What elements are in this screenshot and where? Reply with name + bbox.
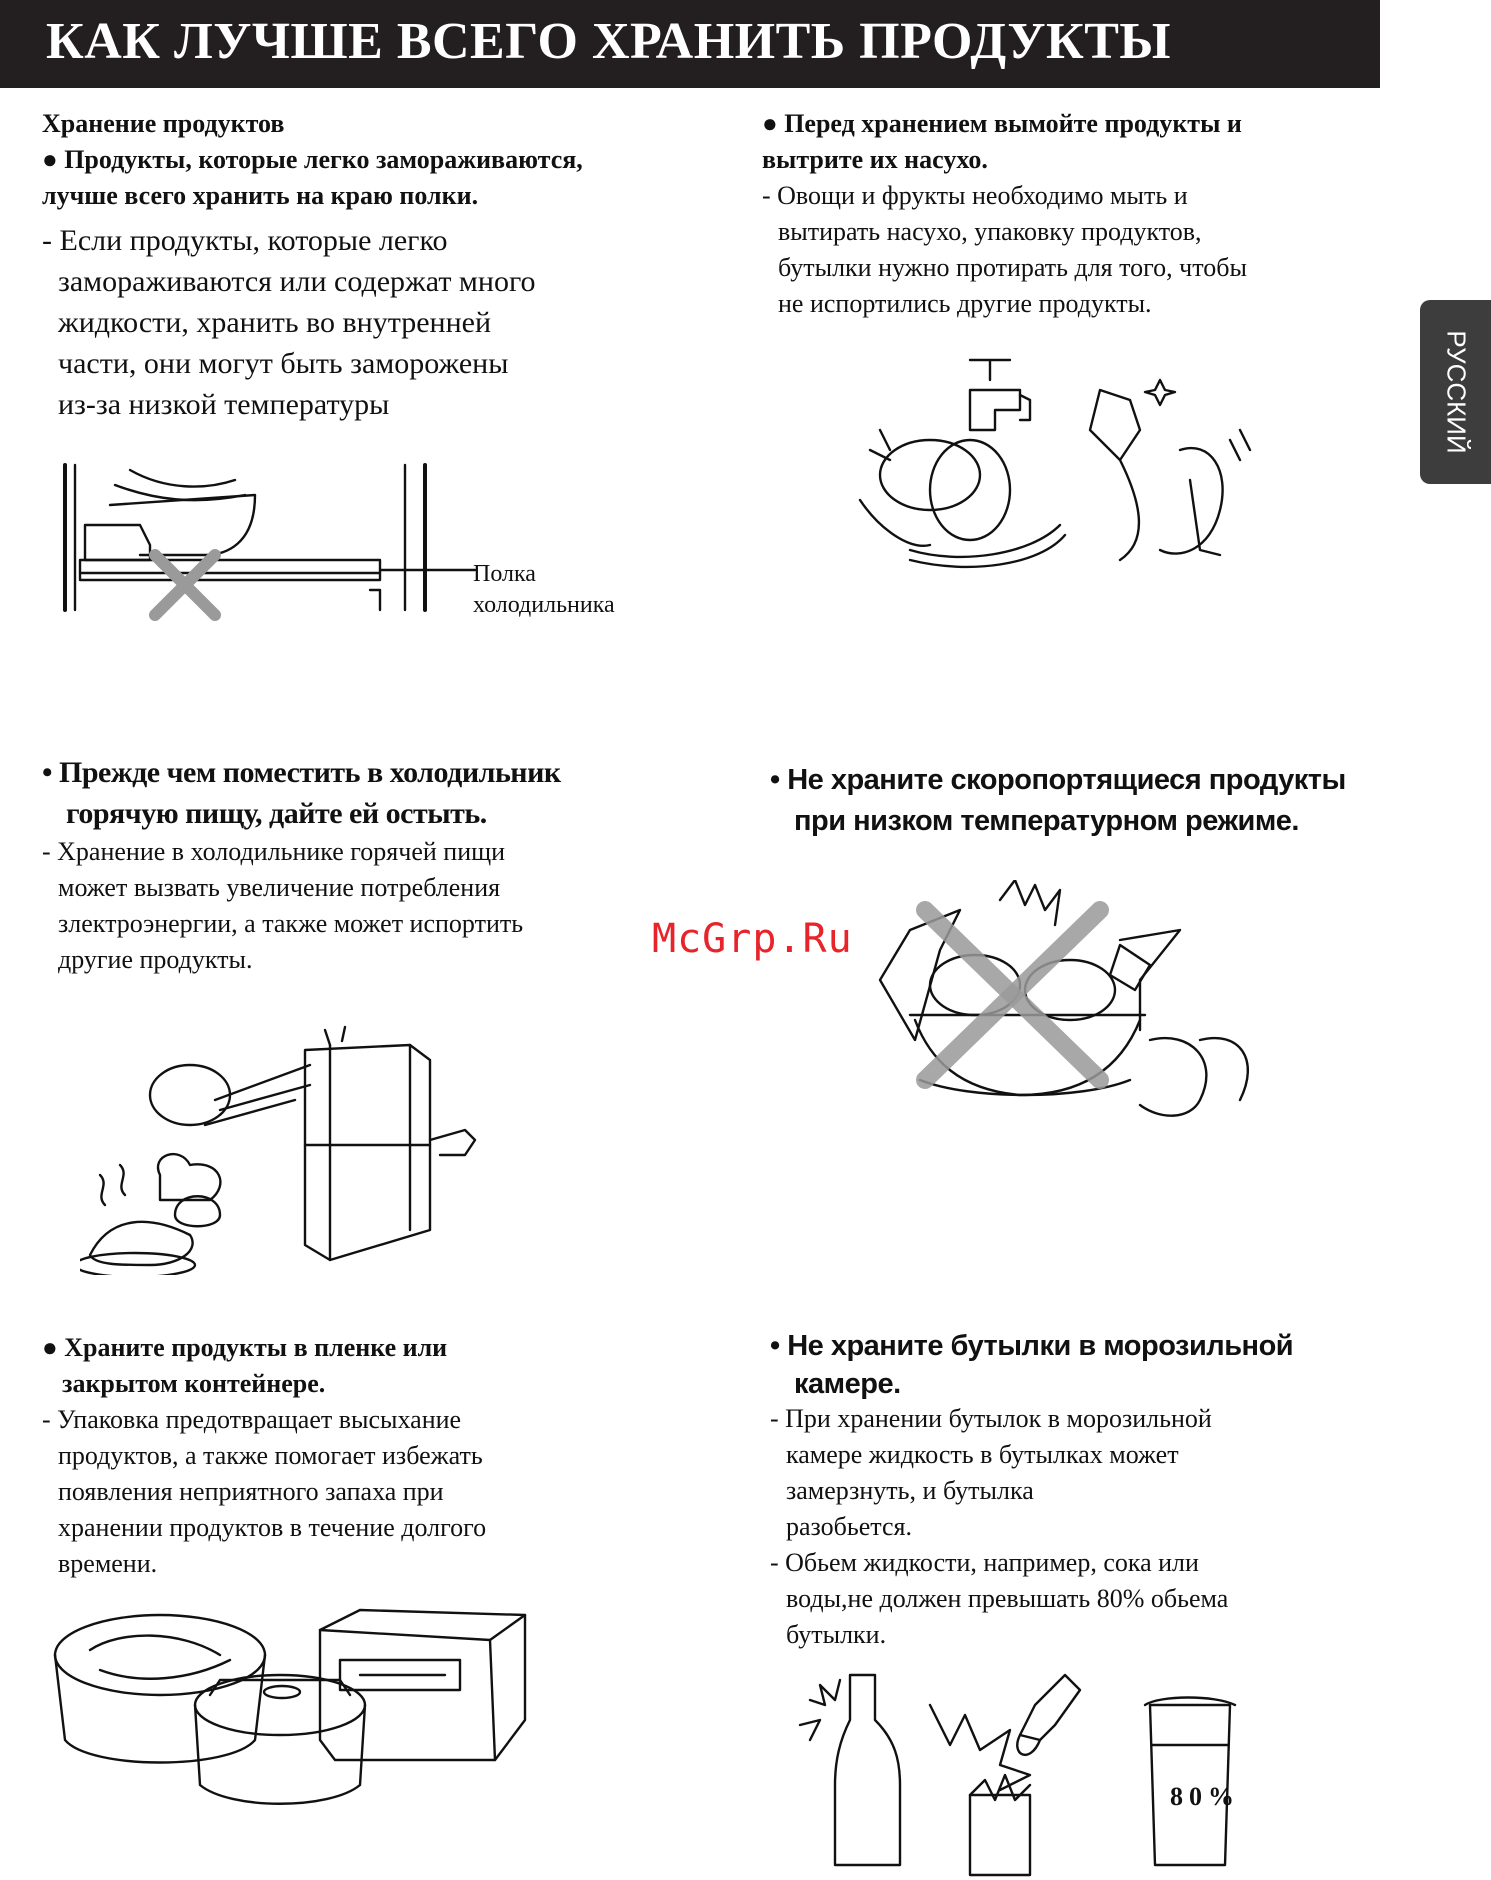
text-line: жидкости, хранить во внутренней [58,306,491,339]
section-containers [42,1330,682,1582]
text-line: может вызвать увеличение потребления [58,873,501,902]
text-line: времени. [58,1549,158,1578]
section-title-line: лучше всего хранить на краю полки. [42,181,479,210]
text-line: части, они могут быть заморожены [58,347,509,380]
text-line: камере жидкость в бутылках может [786,1440,1179,1469]
text-line: другие продукты. [58,945,253,974]
text-line: воды,не должен превышать 80% обьема [786,1584,1229,1613]
section-wash-dry [762,106,1382,322]
text-line: замораживаются или содержат много [58,265,536,298]
watermark-text: McGrp.Ru [652,916,853,962]
section-title-line: закрытом контейнере. [62,1369,326,1398]
section-hot-food [42,752,682,978]
beaker-label: 80% [1170,1782,1240,1811]
language-tab-label: РУССКИЙ [1441,330,1471,454]
section-title-line: ● Перед хранением вымойте продукты и [762,109,1242,138]
text-line: - Хранение в холодильнике горячей пищи [42,837,506,866]
shelf-label-line: Полка [473,561,536,587]
section-title-line: при низком температурном режиме. [794,805,1299,837]
section-title-line: • Не храните скоропортящиеся продукты [770,764,1346,796]
washing-illustration [820,350,1290,570]
bottles-illustration [790,1665,1240,1880]
section-title-line: ● Храните продукты в пленке или [42,1333,448,1362]
section-heading: Хранение продуктов [42,109,285,138]
text-line: из-за низкой температуры [58,388,390,421]
text-line: не испортились другие продукты. [778,289,1152,318]
text-line: появления неприятного запаха при [58,1477,444,1506]
text-line: продуктов, а также помогает избежать [58,1441,483,1470]
text-line: - Упаковка предотвращает высыхание [42,1405,462,1434]
shelf-label-line: холодильника [473,592,615,618]
section-title-line: камере. [794,1368,901,1400]
containers-illustration [50,1600,540,1815]
section-title-line: • Не храните бутылки в морозильной [770,1330,1294,1362]
basket-illustration [820,880,1300,1150]
section-perishables [770,760,1410,842]
text-line: - Овощи и фрукты необходимо мыть и [762,181,1188,210]
text-line: злектроэнергии, а также может испортить [58,909,524,938]
page-title: КАК ЛУЧШЕ ВСЕГО ХРАНИТЬ ПРОДУКТЫ [46,13,1171,70]
page-header [0,0,1380,88]
text-line: бутылки нужно протирать для того, чтобы [778,253,1247,282]
text-line: разобьется. [786,1512,912,1541]
section-edge-storage [42,106,702,425]
section-bottles [770,1326,1410,1653]
section-title-line: ● Продукты, которые легко замораживаются, [42,145,583,174]
section-title-line: • Прежде чем поместить в холодильник [42,756,561,789]
text-line: - Если продукты, которые легко [42,224,448,257]
text-line: бутылки. [786,1620,887,1649]
language-tab[interactable] [1420,300,1491,484]
text-line: вытирать насухо, упаковку продуктов, [778,217,1202,246]
text-line: хранении продуктов в течение долгого [58,1513,487,1542]
hot-food-illustration [80,1015,500,1275]
section-title-line: вытрите их насухо. [762,145,988,174]
shelf-label [473,559,615,621]
text-line: замерзнуть, и бутылка [786,1476,1034,1505]
text-line: - При хранении бутылок в морозильной [770,1404,1212,1433]
section-title-line: горячую пищу, дайте ей остыть. [66,797,487,830]
text-line: - Обьем жидкости, например, сока или [770,1548,1199,1577]
